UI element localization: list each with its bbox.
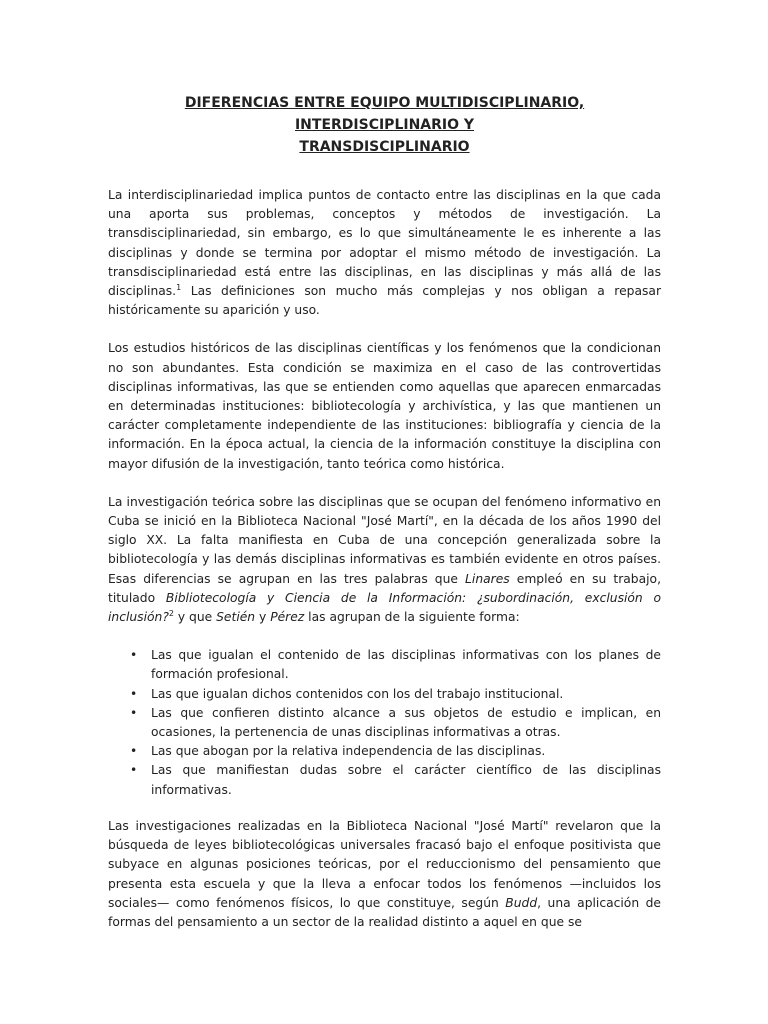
list-item-text: Las que manifiestan dudas sobre el carácter científico de las disciplinas informativas.: [151, 763, 661, 797]
list-item-text: Las que igualan el contenido de las disciplinas informativas con los planes de formación profesional.: [151, 648, 661, 682]
list-item: [108, 646, 661, 684]
author-setien: Setién: [216, 610, 256, 625]
list-item-text: Las que confieren distinto alcance a sus objetos de estudio e implican, en ocasiones, la pertenencia de unas disciplinas informativas a otras.: [151, 705, 661, 740]
list-item: [108, 685, 661, 704]
title-line-1: DIFERENCIAS ENTRE EQUIPO MULTIDISCIPLINARIO, INTERDISCIPLINARIO Y: [184, 95, 585, 133]
paragraph-3-part-c: y que: [173, 610, 217, 625]
work-title: Bibliotecología y Ciencia de la Información: ¿subordinación, exclusión o inclusión?: [108, 590, 661, 625]
list-item: [108, 704, 661, 742]
paragraph-2: Los estudios históricos de las disciplinas científicas y los fenómenos que la condicionan no son abundantes. Esta condición se maximiza en el caso de las controvertidas disciplinas informativas, las que se entienden como aquellas que aparecen enmarcadas en determinadas instituciones: bibliotecología y archivística, y las que mantienen un carácter completamente independiente de las instituciones: bibliografía y ciencia de la información. En la época actual, la ciencia de la información constituye la disciplina con mayor difusión de la investigación, tanto teórica como histórica.: [108, 341, 661, 471]
author-perez: Pérez: [270, 610, 305, 625]
document-page: [108, 92, 661, 951]
paragraph-3: [108, 493, 661, 627]
title-line-2: TRANSDISCIPLINARIO: [299, 139, 470, 155]
bullet-icon: •: [130, 744, 138, 759]
list-item: [108, 761, 661, 799]
author-linares: Linares: [465, 571, 510, 586]
bullet-icon: •: [130, 648, 138, 663]
footnote-ref-1[interactable]: 1: [176, 282, 182, 292]
paragraph-1: [108, 186, 661, 320]
document-title: [108, 92, 661, 158]
paragraph-3-part-a: La investigación teórica sobre las disciplinas que se ocupan del fenómeno informativo en Cuba se inició en la Biblioteca Nacional "José Martí", en la década de los años 1990 del siglo XX. La falta manifiesta en Cuba de una concepción generalizada sobre la bibliotecología y las demás disciplinas informativas es también evidente en otros países. Esas diferencias se agrupan en las tres palabras que: [108, 494, 661, 586]
list-item-text: Las que abogan por la relativa independencia de las disciplinas.: [151, 744, 546, 759]
paragraph-1-text-after: Las definiciones son mucho más complejas y nos obligan a repasar históricamente su aparición y uso.: [108, 284, 661, 318]
list-item-text: Las que igualan dichos contenidos con los del trabajo institucional.: [151, 686, 564, 701]
paragraph-3-part-d: y: [255, 610, 271, 625]
bullet-icon: •: [130, 686, 138, 701]
footnote-ref-2[interactable]: 2: [168, 608, 174, 618]
bullet-icon: •: [130, 705, 138, 720]
paragraph-4-part-b: , una aplicación de formas del pensamiento a un sector de la realidad distinto a aquel en que se: [108, 895, 661, 929]
paragraph-3-part-b: empleó en su trabajo, titulado: [108, 571, 661, 605]
bullet-icon: •: [130, 763, 138, 778]
bullet-list: [108, 646, 661, 800]
list-item: [108, 742, 661, 761]
paragraph-3-part-e: las agrupan de la siguiente forma:: [304, 610, 520, 625]
paragraph-1-text: La interdisciplinariedad implica puntos de contacto entre las disciplinas en la que cada una aporta sus problemas, conceptos y métodos de investigación. La transdisciplinariedad, sin embargo, es lo que simultáneamente le es inherente a las disciplinas y donde se termina por adoptar el mismo método de investigación. La transdisciplinariedad está entre las disciplinas, en las disciplinas y más allá de las disciplinas.: [108, 188, 661, 299]
paragraph-4-part-a: Las investigaciones realizadas en la Biblioteca Nacional "José Martí" revelaron que la búsqueda de leyes bibliotecológicas universales fracasó bajo el enfoque positivista que subyace en algunas posiciones teóricas, por el reduccionismo del pensamiento que presenta esta escuela y que la lleva a enfocar todos los fenómenos —incluidos los sociales— como fenómenos físicos, lo que constituye, según: [108, 818, 661, 910]
author-budd: Budd: [505, 895, 538, 910]
paragraph-4: [108, 817, 661, 932]
